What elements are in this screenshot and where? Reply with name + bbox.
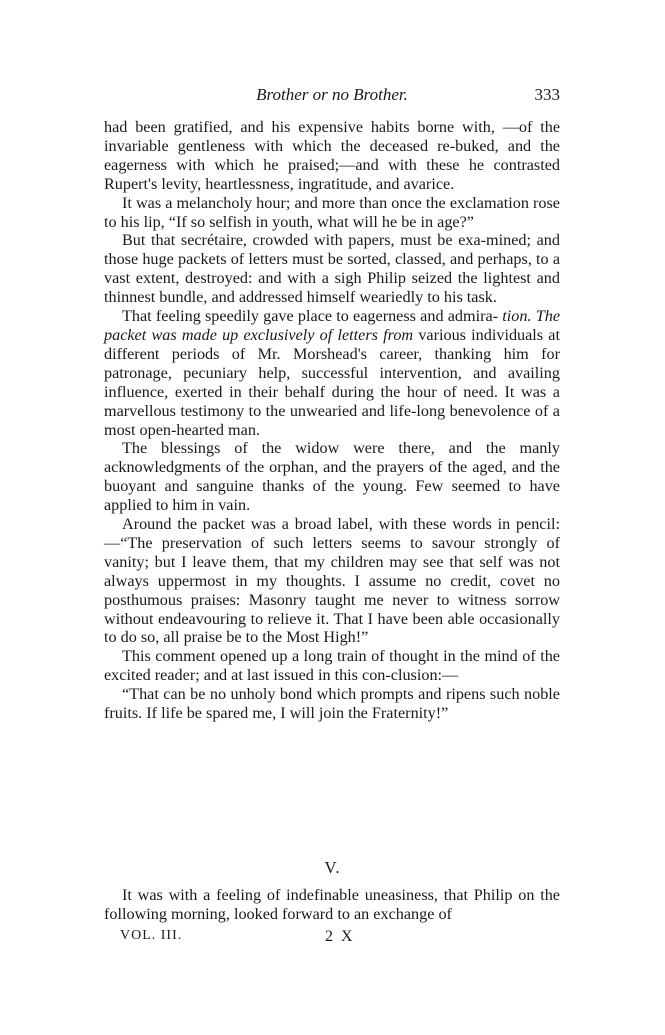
packet-text-italic: tion. The packet was made up exclusively of letters from	[104, 307, 561, 344]
packet-text-start: That feeling speedily gave place to eagerness and admira-	[122, 307, 499, 326]
packet-text-end: various individuals at different periods of Mr. Morshead's career, thanking him for patronage, pecuniary help, successful intervention, and availing influence, exerted in their behalf during the hour of need. It was a marvellous testimony to the unwearied and life-long benevolence of a most open-hearted man.	[104, 325, 560, 439]
volume-label: VOL. III.	[120, 928, 183, 943]
signature-mark: 2 X	[325, 928, 355, 945]
paragraph-packet	[104, 307, 560, 439]
page-number: 333	[534, 85, 560, 104]
paragraph-label: Around the packet was a broad label, with these words in pencil:—“The preservation of such letters seems to savour strongly of vanity; but I leave them, that my children may see that self was not always uppermost in my thoughts. I assume no credit, covet no posthumous praises: Masonry taught me never to witness sorrow without endeavouring to relieve it. That I have been able occasionally to do so, all praise be to the Most High!”	[104, 515, 560, 647]
paragraph-continued: had been gratified, and his expensive habits borne with, —of the invariable gentleness with which the deceased re-buked, and the eagerness with which he praised;—and with these he contrasted Rupert's levity, heartlessness, ingratitude, and avarice.	[104, 118, 560, 193]
running-head	[104, 85, 560, 107]
paragraph-secretaire: But that secrétaire, crowded with papers, must be exa-mined; and those huge packets of letters must be sorted, classed, and perhaps, to a vast extent, destroyed: and with a sigh Philip seized the lightest and thinnest bundle, and addressed himself weariedly to his task.	[104, 231, 560, 307]
paragraph-melancholy-hour: It was a melancholy hour; and more than once the exclamation rose to his lip, “If so selfish in youth, what will he be in age?”	[104, 193, 560, 231]
chapter-text	[104, 886, 560, 924]
chapter-opening-paragraph: It was with a feeling of indefinable uneasiness, that Philip on the following morning, looked forward to an exchange of	[104, 886, 560, 923]
chapter-heading: V.	[324, 858, 341, 877]
paragraph-blessings: The blessings of the widow were there, and the manly acknowledgments of the orphan, and the prayers of the aged, and the buoyant and sanguine thanks of the young. Few seemed to have applied to him in vain.	[104, 439, 560, 515]
signature-line	[120, 928, 360, 948]
running-title: Brother or no Brother.	[256, 85, 408, 104]
body-text	[104, 118, 560, 723]
paragraph-fraternity: “That can be no unholy bond which prompts and ripens such noble fruits. If life be spared me, I will join the Fraternity!”	[104, 685, 560, 723]
paragraph-comment: This comment opened up a long train of thought in the mind of the excited reader; and at last issued in this con-clusion:—	[104, 647, 560, 685]
